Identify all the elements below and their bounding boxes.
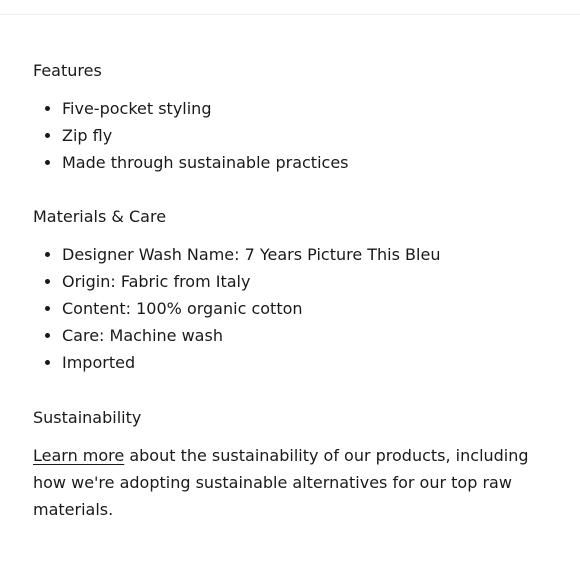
- features-heading: Features: [33, 61, 102, 80]
- bullet-icon: [45, 333, 50, 338]
- list-item-text: Made through sustainable practices: [62, 153, 349, 172]
- list-item: [33, 149, 349, 176]
- list-item: [33, 122, 349, 149]
- list-item-text: Designer Wash Name: 7 Years Picture This Bleu: [62, 245, 441, 264]
- list-item: [33, 349, 440, 376]
- sustainability-body-text: about the sustainability of our products, including how we're adopting sustainable alternatives for our top raw materials.: [33, 446, 529, 519]
- learn-more-link[interactable]: Learn more: [33, 446, 125, 465]
- materials-list: [33, 241, 440, 376]
- list-item-text: Imported: [62, 353, 136, 372]
- list-item-text: Zip fly: [62, 126, 113, 145]
- top-divider: [0, 14, 580, 15]
- bullet-icon: [45, 252, 50, 257]
- list-item: [33, 241, 440, 268]
- list-item: [33, 95, 349, 122]
- bullet-icon: [45, 106, 50, 111]
- list-item-text: Content: 100% organic cotton: [62, 299, 303, 318]
- materials-care-heading: Materials & Care: [33, 207, 167, 226]
- bullet-icon: [45, 279, 50, 284]
- list-item: [33, 322, 440, 349]
- features-list: [33, 95, 349, 176]
- sustainability-heading: Sustainability: [33, 408, 142, 427]
- list-item-text: Care: Machine wash: [62, 326, 223, 345]
- list-item-text: Origin: Fabric from Italy: [62, 272, 251, 291]
- list-item: [33, 268, 440, 295]
- bullet-icon: [45, 160, 50, 165]
- bullet-icon: [45, 306, 50, 311]
- sustainability-paragraph: [33, 442, 558, 523]
- list-item: [33, 295, 440, 322]
- bullet-icon: [45, 133, 50, 138]
- bullet-icon: [45, 360, 50, 365]
- list-item-text: Five-pocket styling: [62, 99, 212, 118]
